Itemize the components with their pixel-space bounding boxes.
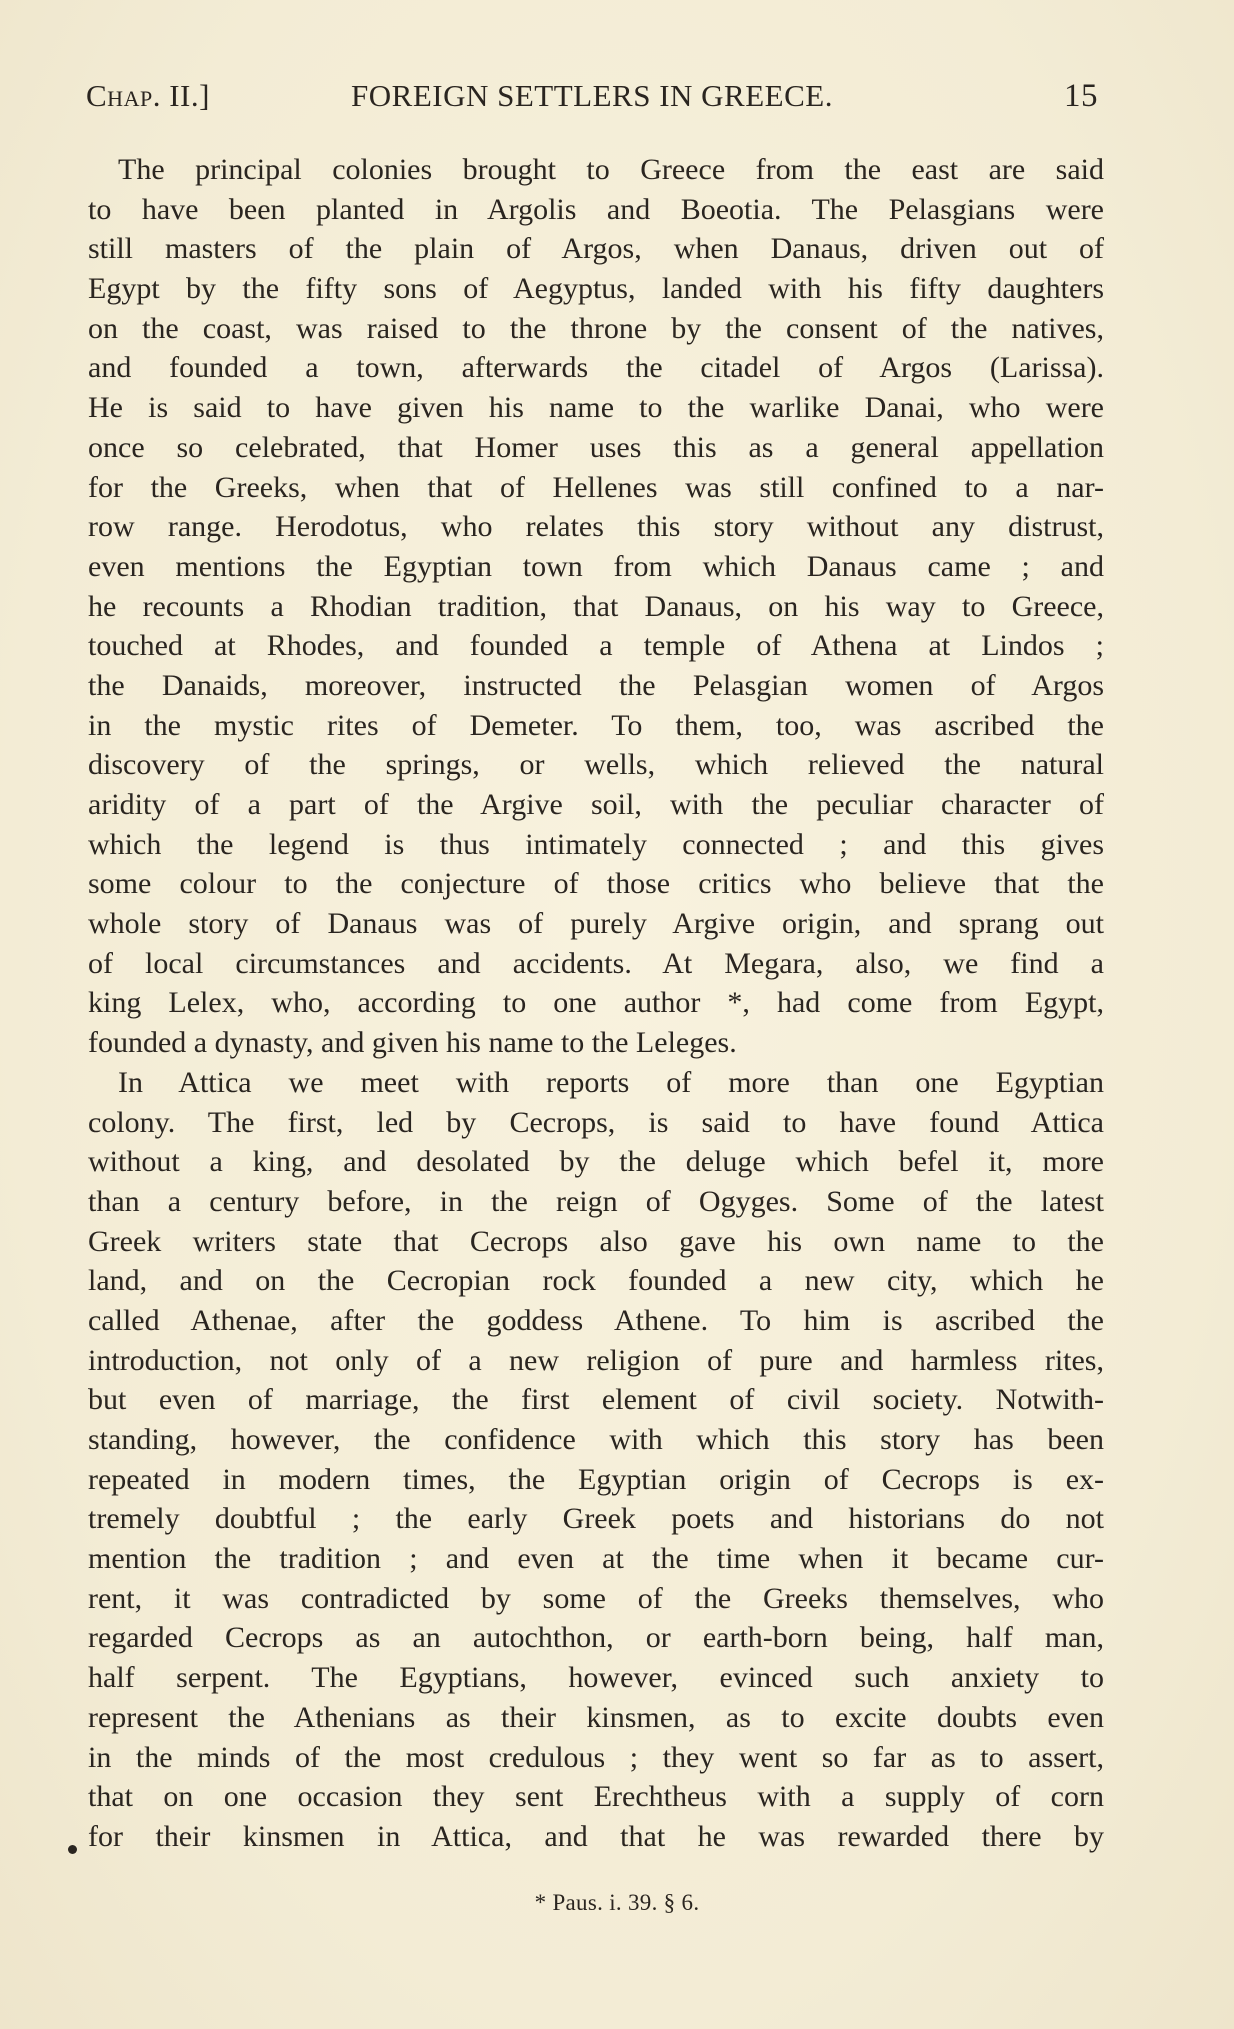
text-line: of local circumstances and accidents. At Megara, also, we find a [88,946,1104,980]
text-line: king Lelex, who, according to one author *, had come from Egypt, [88,986,1104,1020]
page-title: FOREIGN SETTLERS IN GREECE. [351,78,833,113]
text-line: row range. Herodotus, who relates this story without any distrust, [88,510,1104,544]
text-line: rent, it was contradicted by some of the Greeks themselves, who [88,1581,1104,1615]
text-line: for their kinsmen in Attica, and that he was rewarded there by [88,1819,1104,1853]
text-line: once so celebrated, that Homer uses this as a general appellation [88,430,1104,464]
text-line: even mentions the Egyptian town from which Danaus came ; and [88,549,1104,583]
text-line: In Attica we meet with reports of more than one Egyptian [118,1065,1104,1099]
footnote: * Paus. i. 39. § 6. [534,1890,700,1915]
text-line: whole story of Danaus was of purely Argive origin, and sprang out [88,907,1104,941]
text-line: without a king, and desolated by the deluge which befel it, more [88,1145,1104,1179]
text-line: Egypt by the fifty sons of Aegyptus, landed with his fifty daughters [88,272,1104,306]
text-line: some colour to the conjecture of those critics who believe that the [88,867,1104,901]
text-line: He is said to have given his name to the warlike Danai, who were [88,391,1104,425]
text-line: The principal colonies brought to Greece from the east are said [118,153,1104,186]
text-line: repeated in modern times, the Egyptian origin of Cecrops is ex- [88,1462,1104,1496]
text-line: the Danaids, moreover, instructed the Pelasgian women of Argos [88,668,1104,702]
text-line: colony. The first, led by Cecrops, is said to have found Attica [88,1105,1104,1139]
text-line: touched at Rhodes, and founded a temple of Athena at Lindos ; [88,629,1104,663]
text-line: in the mystic rites of Demeter. To them, too, was ascribed the [88,708,1104,742]
text-line: founded a dynasty, and given his name to the Leleges. [88,1026,737,1060]
text-line: to have been planted in Argolis and Boeotia. The Pelasgians were [88,192,1104,226]
text-line: he recounts a Rhodian tradition, that Danaus, on his way to Greece, [88,589,1104,623]
text-line: which the legend is thus intimately connected ; and this gives [88,827,1104,861]
text-line: for the Greeks, when that of Hellenes was still confined to a nar- [88,470,1104,504]
text-line: still masters of the plain of Argos, when Danaus, driven out of [88,232,1104,266]
chapter-label: Chap. II.] [86,78,210,113]
text-line: called Athenae, after the goddess Athene. To him is ascribed the [88,1303,1104,1337]
text-line: half serpent. The Egyptians, however, evinced such anxiety to [88,1661,1104,1695]
text-line: on the coast, was raised to the throne by the consent of the natives, [88,311,1104,345]
text-line: and founded a town, afterwards the citadel of Argos (Larissa). [88,351,1104,385]
text-line: Greek writers state that Cecrops also gave his own name to the [88,1224,1104,1258]
text-line: represent the Athenians as their kinsmen, as to excite doubts even [88,1700,1104,1734]
text-line: mention the tradition ; and even at the time when it became cur- [88,1542,1104,1576]
text-line: in the minds of the most credulous ; they went so far as to assert, [88,1740,1104,1774]
body-text [88,150,1104,1857]
text-line: discovery of the springs, or wells, which relieved the natural [88,748,1104,782]
text-line: but even of marriage, the first element of civil society. Notwith- [88,1383,1104,1417]
text-line: tremely doubtful ; the early Greek poets and historians do not [88,1502,1104,1536]
page-number: 15 [1064,78,1098,114]
text-line: land, and on the Cecropian rock founded a new city, which he [88,1264,1104,1298]
margin-bullet-icon [68,1845,77,1854]
running-header [86,78,1098,118]
text-line: that on one occasion they sent Erechtheus with a supply of corn [88,1780,1104,1814]
text-line: than a century before, in the reign of Ogyges. Some of the latest [88,1184,1104,1218]
text-line: standing, however, the confidence with which this story has been [88,1423,1104,1456]
text-line: aridity of a part of the Argive soil, with the peculiar character of [88,788,1104,821]
text-line: regarded Cecrops as an autochthon, or earth-born being, half man, [88,1621,1104,1655]
text-line: introduction, not only of a new religion of pure and harmless rites, [88,1343,1104,1377]
